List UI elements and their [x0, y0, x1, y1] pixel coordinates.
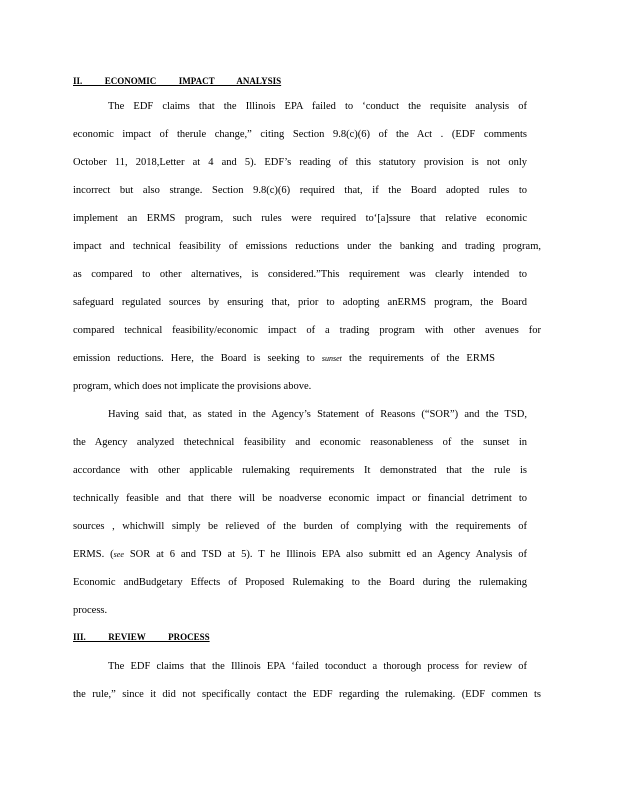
text-segment: emission reductions. Here, the Board is seeking to	[73, 353, 315, 364]
text-line	[73, 548, 527, 562]
text-line: process.	[73, 605, 108, 616]
section-heading-economic-impact: II. ECONOMIC IMPACT ANALYSIS	[73, 76, 282, 86]
text-line: The EDF claims that the Illinois EPA ‘failed toconduct a thorough process for review of	[108, 661, 527, 672]
text-line: accordance with other applicable rulemaking requirements It demonstrated that the rule is	[73, 465, 527, 476]
text-line: as compared to other alternatives, is considered.”This requirement was clearly intended to	[73, 269, 527, 280]
text-line: October 11, 2018,Letter at 4 and 5). EDF’s reading of this statutory provision is not only	[73, 157, 527, 168]
text-segment: SOR at 6 and TSD at 5). T he Illinois EPA also submitt ed an Agency Analysis of	[129, 549, 528, 560]
text-line: program, which does not implicate the provisions above.	[73, 381, 312, 392]
text-segment: the requirements of the ERMS	[348, 353, 495, 364]
text-line: sources , whichwill simply be relieved of the burden of complying with the requirements of	[73, 521, 527, 532]
text-line: impact and technical feasibility of emissions reductions under the banking and trading program,	[73, 241, 541, 252]
section-heading-review-process: III. REVIEW PROCESS	[73, 632, 210, 642]
text-segment: ERMS. (	[73, 549, 114, 560]
italic-term: see	[113, 550, 124, 559]
text-line: The EDF claims that the Illinois EPA failed to ‘conduct the requisite analysis of	[108, 101, 527, 112]
italic-term: sunset	[321, 354, 342, 363]
text-line: safeguard regulated sources by ensuring that, prior to adopting anERMS program, the Board	[73, 297, 527, 308]
text-line: the rule,” since it did not specifically contact the EDF regarding the rulemaking. (EDF commen ts	[73, 689, 541, 700]
text-line: economic impact of therule change,” citing Section 9.8(c)(6) of the Act . (EDF comments	[73, 129, 527, 140]
text-line: implement an ERMS program, such rules were required to‘[a]ssure that relative economic	[73, 213, 527, 224]
text-line: compared technical feasibility/economic impact of a trading program with other avenues for	[73, 325, 541, 336]
text-line: Having said that, as stated in the Agency’s Statement of Reasons (“SOR”) and the TSD,	[108, 409, 527, 420]
text-line: technically feasible and that there will be noadverse economic impact or financial detriment to	[73, 493, 527, 504]
text-line: Economic andBudgetary Effects of Proposed Rulemaking to the Board during the rulemaking	[73, 577, 527, 588]
text-line	[73, 352, 495, 366]
text-line: incorrect but also strange. Section 9.8(c)(6) required that, if the Board adopted rules to	[73, 185, 527, 196]
text-line: the Agency analyzed thetechnical feasibility and economic reasonableness of the sunset in	[73, 437, 527, 448]
